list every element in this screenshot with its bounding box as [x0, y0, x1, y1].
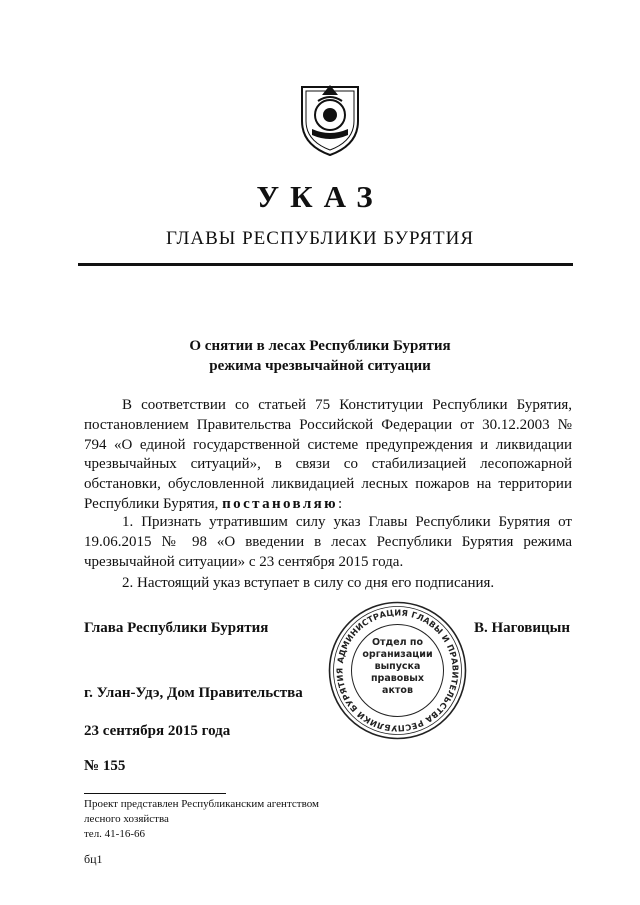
footnote-divider: [84, 793, 226, 794]
clause-1-paragraph: [84, 513, 572, 572]
document-code: бц1: [84, 852, 103, 866]
signatory-name: В. Наговицын: [474, 620, 570, 636]
stamp-center-line-5: актов: [382, 685, 413, 696]
decree-keyword: постановляю: [222, 495, 339, 512]
header-divider: [78, 263, 573, 266]
subject-line-2: режима чрезвычайной ситуации: [209, 358, 431, 374]
preamble-colon: :: [338, 495, 343, 512]
footnote-line-1: Проект представлен Республиканским агентством: [84, 798, 319, 810]
clause-1-text: 1. Признать утратившим силу указ Главы Республики Бурятия от 19.06.2015 № 98 «О введении в лесах Республики Бурятия режима чрезвычайной ситуации» с 23 сентября 2015 года.: [84, 514, 572, 570]
stamp-center-line-3: выпуска: [374, 661, 421, 672]
decree-number: № 155: [84, 758, 126, 774]
signatory-position: Глава Республики Бурятия: [84, 620, 269, 636]
coat-of-arms-emblem: [298, 77, 362, 157]
stamp-ring-text: АДМИНИСТРАЦИЯ ГЛАВЫ И ПРАВИТЕЛЬСТВА РЕСПУБЛИКИ БУРЯТИЯ: [334, 607, 461, 734]
document-title: УКАЗ: [256, 179, 384, 214]
preamble-paragraph: [84, 396, 572, 515]
signing-place: г. Улан-Удэ, Дом Правительства: [84, 685, 303, 701]
clause-2-text: 2. Настоящий указ вступает в силу со дня его подписания.: [122, 575, 495, 591]
document-subtitle: ГЛАВЫ РЕСПУБЛИКИ БУРЯТИЯ: [165, 228, 475, 249]
signing-date: 23 сентября 2015 года: [84, 723, 231, 739]
footnote-phone: тел. 41-16-66: [84, 828, 146, 840]
stamp-center-line-4: правовых: [370, 673, 425, 684]
official-stamp: [327, 600, 468, 741]
preamble-text: В соответствии со статьей 75 Конституции Республики Бурятия, постановлением Правительства Российской Федерации от 30.12.2003 № 794 «О единой государственной системе предупреждения и ликвидации чрезвычайных ситуаций», в связи со стабилизацией лесопожарной обстановки, обусловленной ликвидацией лесных пожаров на территории Республики Бурятия,: [84, 397, 572, 512]
stamp-center-line-1: Отдел по: [371, 637, 424, 648]
stamp-center-line-2: организации: [362, 649, 433, 660]
clause-2-paragraph: [84, 574, 572, 594]
subject-line-1: О снятии в лесах Республики Бурятия: [189, 338, 451, 354]
footnote-line-2: лесного хозяйства: [84, 813, 169, 825]
